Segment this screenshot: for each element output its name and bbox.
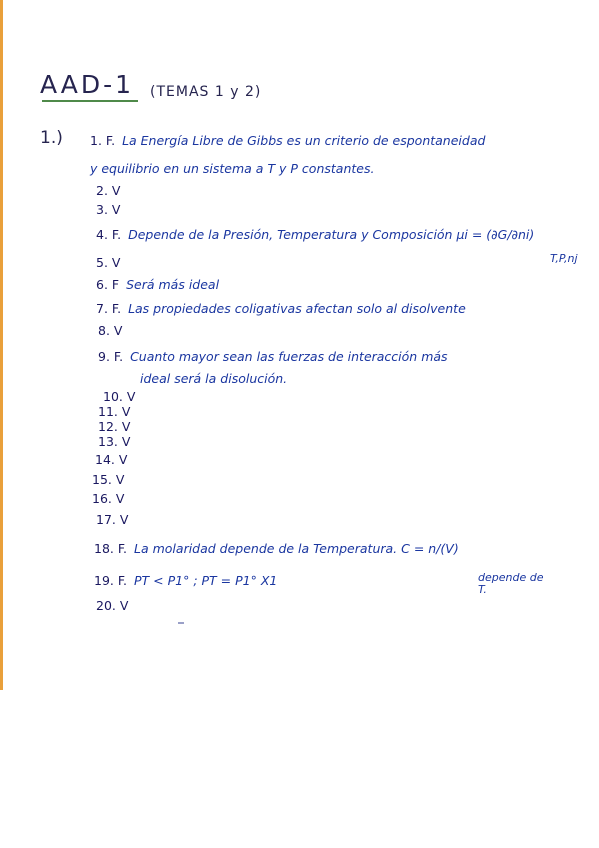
page-edge-marker — [0, 0, 3, 690]
page-subtitle: (TEMAS 1 y 2) — [150, 84, 262, 100]
answer-number: 6. F — [96, 277, 120, 292]
answer-item-8 — [98, 322, 129, 339]
answer-text: La Energía Libre de Gibbs es un criterio de espontaneidad — [122, 133, 486, 148]
answer-item-1 — [90, 132, 485, 149]
answer-number: 1. F. — [90, 133, 116, 148]
answer-number: 2. V — [96, 183, 121, 198]
section-label: 1.) — [40, 128, 63, 148]
title-underline — [42, 100, 138, 102]
answer-text: Las propiedades coligativas afectan solo al disolvente — [128, 301, 466, 316]
answer-text: y equilibrio en un sistema a T y P constantes. — [90, 161, 375, 176]
answer-number: 16. V — [92, 491, 125, 506]
page-title: AAD-1 — [40, 70, 135, 99]
answer-item-19 — [94, 572, 277, 589]
answer-number: 9. F. — [98, 349, 124, 364]
pen-mark — [178, 622, 184, 624]
answer-text: Será más ideal — [126, 277, 220, 292]
answer-number: 8. V — [98, 323, 123, 338]
answer-item-7 — [96, 300, 466, 317]
answer-item-15 — [92, 471, 131, 488]
answer-number: 18. F. — [94, 541, 128, 556]
answer-item-9-continued — [140, 370, 287, 387]
answer-number: 4. F. — [96, 227, 122, 242]
answer-item-17 — [96, 511, 135, 528]
answer-text: Cuanto mayor sean las fuerzas de interacción más — [130, 349, 448, 364]
answer-number: 7. F. — [96, 301, 122, 316]
answer-text: PT < P1° ; PT = P1° X1 — [134, 573, 278, 588]
answer-item-20 — [96, 597, 135, 614]
answer-item-14 — [95, 451, 134, 468]
answer-number: 5. V — [96, 255, 121, 270]
answer-number: 3. V — [96, 202, 121, 217]
answer-number: 17. V — [96, 512, 129, 527]
answer-text: ideal será la disolución. — [140, 371, 288, 386]
answer-item-5 — [96, 254, 127, 271]
answer-number: 13. V — [98, 434, 131, 449]
answer-item-16 — [92, 490, 131, 507]
answer-number: 15. V — [92, 472, 125, 487]
answer-number: 19. F. — [94, 573, 128, 588]
answer-item-4 — [96, 226, 534, 243]
answer-number: 10. V — [103, 389, 136, 404]
margin-note: depende de T. — [478, 571, 544, 596]
answer-text: La molaridad depende de la Temperatura. C = n/(V) — [134, 541, 459, 556]
answer-item-6 — [96, 276, 219, 293]
answer-item-2 — [96, 182, 127, 199]
answer-item-1-continued — [90, 160, 374, 177]
answer-number: 20. V — [96, 598, 129, 613]
answer-item-9 — [98, 348, 448, 365]
answer-number: 11. V — [98, 404, 131, 419]
answer-number: 14. V — [95, 452, 128, 467]
answer-item-18 — [94, 540, 459, 557]
subscript-note: T,P,nj — [550, 252, 578, 265]
answer-text: Depende de la Presión, Temperatura y Composición μi = (∂G/∂ni) — [128, 227, 535, 242]
answer-number: 12. V — [98, 419, 131, 434]
answer-item-13 — [98, 433, 137, 450]
answer-item-3 — [96, 201, 127, 218]
